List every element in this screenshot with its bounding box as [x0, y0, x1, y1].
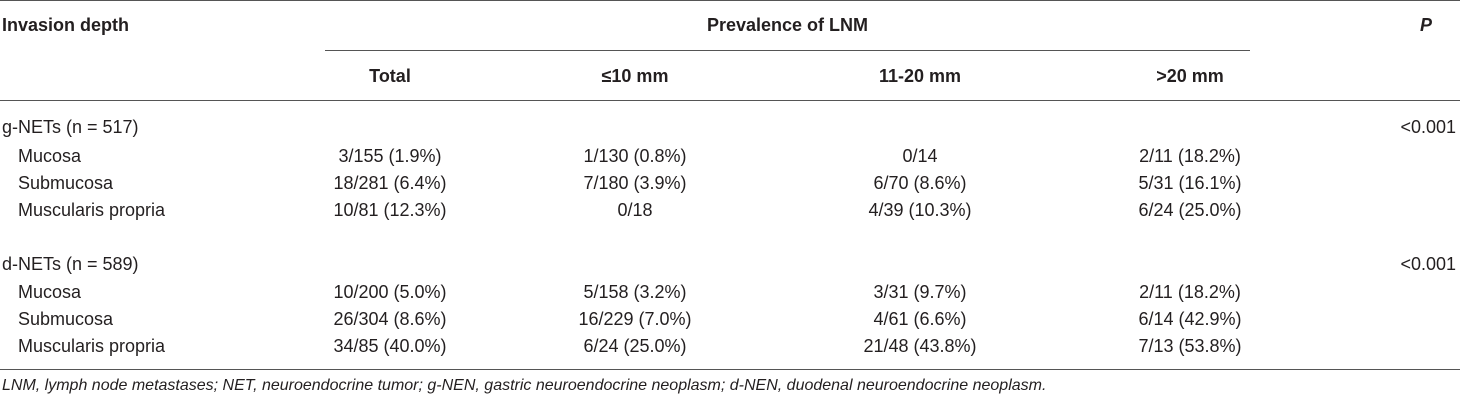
- table-footnote: LNM, lymph node metastases; NET, neuroendocrine tumor; g-NEN, gastric neuroendocrine neoplasm; d-NEN, duodenal neuroendocrine neoplasm.: [2, 377, 1047, 394]
- row-depth: Muscularis propria: [18, 200, 166, 220]
- group-label: d-NETs (n = 589): [2, 254, 139, 274]
- cell-total: 10/200 (5.0%): [333, 282, 447, 302]
- cell-le10: 5/158 (3.2%): [583, 282, 687, 302]
- header-prevalence: Prevalence of LNM: [706, 15, 869, 35]
- prevalence-spanner-rule: [325, 50, 1250, 51]
- row-depth: Submucosa: [18, 309, 114, 329]
- cell-gt20: 2/11 (18.2%): [1139, 146, 1241, 166]
- cell-gt20: 7/13 (53.8%): [1138, 336, 1242, 356]
- cell-gt20: 6/24 (25.0%): [1138, 200, 1242, 220]
- cell-total: 26/304 (8.6%): [333, 309, 447, 329]
- cell-le10: 1/130 (0.8%): [583, 146, 687, 166]
- header-total: Total: [369, 66, 411, 86]
- cell-11-20: 4/61 (6.6%): [873, 309, 967, 329]
- cell-total: 10/81 (12.3%): [333, 200, 447, 220]
- cell-11-20: 0/14: [902, 146, 938, 166]
- cell-le10: 7/180 (3.9%): [583, 173, 687, 193]
- group-label: g-NETs (n = 517): [2, 117, 139, 137]
- row-depth: Muscularis propria: [18, 336, 166, 356]
- cell-gt20: 5/31 (16.1%): [1138, 173, 1242, 193]
- cell-gt20: 2/11 (18.2%): [1139, 282, 1241, 302]
- cell-le10: 6/24 (25.0%): [583, 336, 687, 356]
- header-p: P: [1420, 15, 1433, 35]
- cell-total: 18/281 (6.4%): [333, 173, 447, 193]
- cell-gt20: 6/14 (42.9%): [1138, 309, 1242, 329]
- header-le10: ≤10 mm: [601, 66, 669, 86]
- table-top-rule: [0, 0, 1460, 1]
- cell-le10: 16/229 (7.0%): [578, 309, 692, 329]
- row-depth: Submucosa: [18, 173, 114, 193]
- cell-11-20: 4/39 (10.3%): [868, 200, 972, 220]
- group-p-value: <0.001: [1400, 254, 1456, 274]
- cell-total: 3/155 (1.9%): [338, 146, 442, 166]
- cell-le10: 0/18: [617, 200, 653, 220]
- cell-total: 34/85 (40.0%): [333, 336, 447, 356]
- row-depth: Mucosa: [18, 146, 82, 166]
- row-depth: Mucosa: [18, 282, 82, 302]
- header-invasion-depth: Invasion depth: [2, 15, 130, 35]
- group-p-value: <0.001: [1400, 117, 1456, 137]
- cell-11-20: 6/70 (8.6%): [873, 173, 967, 193]
- header-11-20: 11-20 mm: [878, 66, 962, 86]
- table-bottom-rule: [0, 369, 1460, 370]
- cell-11-20: 21/48 (43.8%): [863, 336, 977, 356]
- header-bottom-rule: [0, 100, 1460, 101]
- header-gt20: >20 mm: [1156, 66, 1224, 86]
- cell-11-20: 3/31 (9.7%): [873, 282, 967, 302]
